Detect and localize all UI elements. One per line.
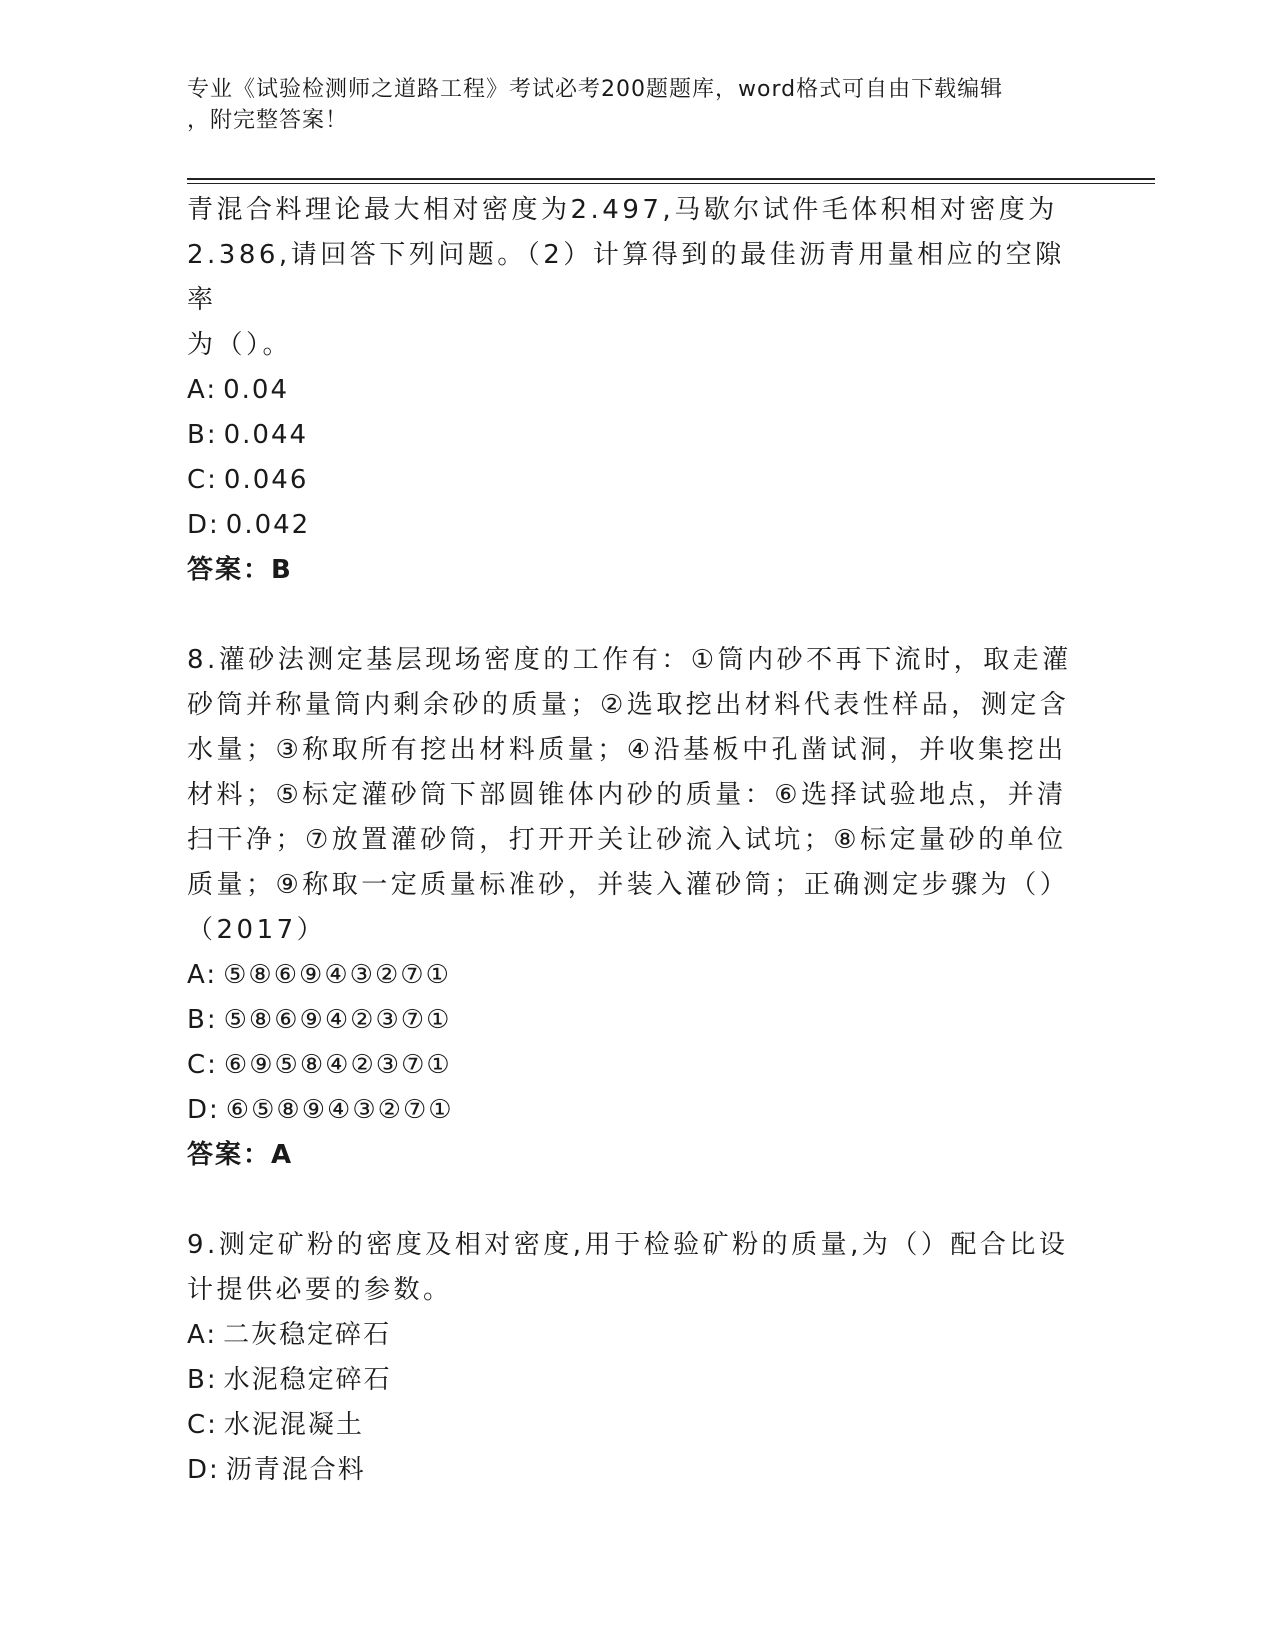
option-text: 0.044 xyxy=(223,420,309,450)
answer-line: 答案：B xyxy=(187,555,293,585)
stem-line: 青混合料理论最大相对密度为2.497,马歇尔试件毛体积相对密度为 xyxy=(187,195,1058,225)
option-key: B: xyxy=(187,420,218,450)
stem-line: 计提供必要的参数。 xyxy=(187,1275,453,1305)
stem-line: 为（）。 xyxy=(187,330,293,360)
option-key: B: xyxy=(187,1005,218,1035)
question-item xyxy=(187,1223,1087,1493)
option-text: ⑤⑧⑥⑨④②③⑦① xyxy=(223,1005,452,1035)
option-key: A: xyxy=(187,375,218,405)
document-header xyxy=(187,74,1067,136)
option-text: 0.04 xyxy=(223,375,289,405)
option-key: A: xyxy=(187,960,218,990)
option-c xyxy=(187,458,1087,503)
question-item xyxy=(187,188,1087,593)
option-key: C: xyxy=(187,465,218,495)
header-divider-thick xyxy=(187,178,1155,180)
header-line-2: ，附完整答案！ xyxy=(187,108,349,133)
spacer xyxy=(187,593,1087,638)
header-line-1: 专业《试验检测师之道路工程》考试必考200题题库，word格式可自由下载编辑 xyxy=(187,77,1004,102)
option-text: ⑥⑨⑤⑧④②③⑦① xyxy=(223,1050,452,1080)
stem-line: 砂筒并称量筒内剩余砂的质量；②选取挖出材料代表性样品，测定含 xyxy=(187,690,1070,720)
spacer xyxy=(187,1178,1087,1223)
option-text: ⑤⑧⑥⑨④③②⑦① xyxy=(223,960,451,990)
option-text: ⑥⑤⑧⑨④③②⑦① xyxy=(225,1095,454,1125)
question-list xyxy=(187,188,1087,1493)
question-stem xyxy=(187,1223,1087,1313)
stem-line: （2017） xyxy=(187,915,327,945)
option-text: 水泥稳定碎石 xyxy=(223,1365,392,1395)
stem-line: 8.灌砂法测定基层现场密度的工作有：①筒内砂不再下流时，取走灌 xyxy=(187,645,1072,675)
option-d xyxy=(187,503,1087,548)
option-d xyxy=(187,1448,1087,1493)
option-b xyxy=(187,413,1087,458)
option-c xyxy=(187,1403,1087,1448)
option-key: C: xyxy=(187,1410,218,1440)
option-key: A: xyxy=(187,1320,218,1350)
option-text: 沥青混合料 xyxy=(225,1455,366,1485)
option-key: B: xyxy=(187,1365,218,1395)
option-key: D: xyxy=(187,1455,220,1485)
answer-line: 答案：A xyxy=(187,1140,294,1170)
question-stem xyxy=(187,638,1087,953)
stem-line: 材料；⑤标定灌砂筒下部圆锥体内砂的质量：⑥选择试验地点，并清 xyxy=(187,780,1067,810)
stem-line: 2.386,请回答下列问题。（2）计算得到的最佳沥青用量相应的空隙率 xyxy=(187,240,1065,315)
question-stem xyxy=(187,188,1087,368)
stem-line: 质量；⑨称取一定质量标准砂，并装入灌砂筒；正确测定步骤为（） xyxy=(187,870,1070,900)
option-c xyxy=(187,1043,1087,1088)
question-item xyxy=(187,638,1087,1178)
option-text: 水泥混凝土 xyxy=(223,1410,364,1440)
option-key: D: xyxy=(187,1095,220,1125)
stem-line: 扫干净；⑦放置灌砂筒，打开开关让砂流入试坑；⑧标定量砂的单位 xyxy=(187,825,1067,855)
option-text: 0.046 xyxy=(223,465,309,495)
option-a xyxy=(187,1313,1087,1358)
option-text: 二灰稳定碎石 xyxy=(223,1320,392,1350)
option-b xyxy=(187,998,1087,1043)
stem-line: 水量；③称取所有挖出材料质量；④沿基板中孔凿试洞，并收集挖出 xyxy=(187,735,1067,765)
option-key: D: xyxy=(187,510,220,540)
option-text: 0.042 xyxy=(225,510,311,540)
header-divider-thin xyxy=(187,183,1155,184)
option-a xyxy=(187,368,1087,413)
option-key: C: xyxy=(187,1050,218,1080)
option-d xyxy=(187,1088,1087,1133)
option-a xyxy=(187,953,1087,998)
stem-line: 9.测定矿粉的密度及相对密度,用于检验矿粉的质量,为（）配合比设 xyxy=(187,1230,1069,1260)
option-b xyxy=(187,1358,1087,1403)
